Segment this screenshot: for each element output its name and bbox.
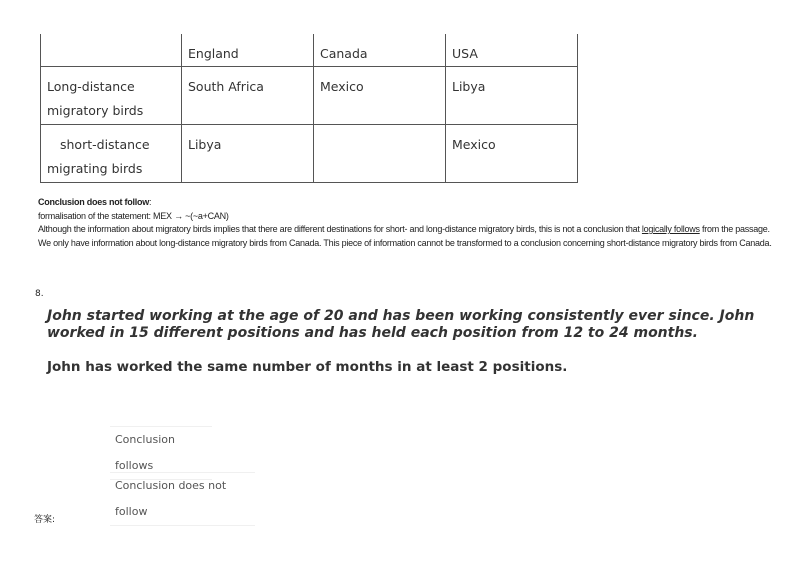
table-header-cell [41, 34, 182, 67]
formalisation-text: formalisation of the statement: MEX → ~(~a+CAN) [38, 210, 229, 221]
table-header-row [41, 34, 578, 67]
option-conclusion-does-not-follow[interactable]: Conclusion does not follow [110, 472, 255, 526]
table-row [41, 125, 578, 183]
option-conclusion-follows[interactable]: Conclusion follows [110, 426, 212, 480]
table-cell: Libya [182, 125, 314, 183]
explanation-part: from the passage. We only have information about long-distance migratory birds from Canada. This piece of information cannot be transformed to a conclusion concerning short-distance migratory birds from Canada. [38, 224, 772, 248]
row-label-line: short-distance [60, 137, 150, 152]
question-number: 8. [35, 289, 44, 299]
conclusion-title-colon: : [149, 197, 152, 207]
row-label-cell [41, 67, 182, 125]
table-cell [314, 125, 446, 183]
question-statement: John has worked the same number of months in at least 2 positions. [47, 359, 568, 375]
table-cell: South Africa [182, 67, 314, 125]
table-header-cell: Canada [314, 34, 446, 67]
conclusion-title: Conclusion does not follow [38, 197, 149, 207]
conclusion-block [38, 196, 783, 250]
explanation-part: Although the information about migratory birds implies that there are different destinations for short- and long-distance migratory birds, this is not a conclusion that [38, 224, 642, 234]
explanation-text [38, 223, 783, 250]
underlined-phrase: logically follows [641, 224, 700, 234]
table-header-cell: England [182, 34, 314, 67]
table-header-cell: USA [446, 34, 578, 67]
row-label-line: migrating birds [47, 161, 143, 176]
question-passage: John started working at the age of 20 and has been working consistently ever since. John worked in 15 different positions and has held each position from 12 to 24 months. [47, 308, 755, 341]
row-label-line: Long-distance [47, 79, 135, 94]
conclusion-title-line [38, 196, 783, 210]
destinations-table [40, 34, 578, 183]
answer-label: 答案: [34, 515, 56, 525]
table-cell: Libya [446, 67, 578, 125]
table-row [41, 67, 578, 125]
row-label-cell [41, 125, 182, 183]
row-label-line: migratory birds [47, 103, 144, 118]
table-cell: Mexico [314, 67, 446, 125]
table-cell: Mexico [446, 125, 578, 183]
